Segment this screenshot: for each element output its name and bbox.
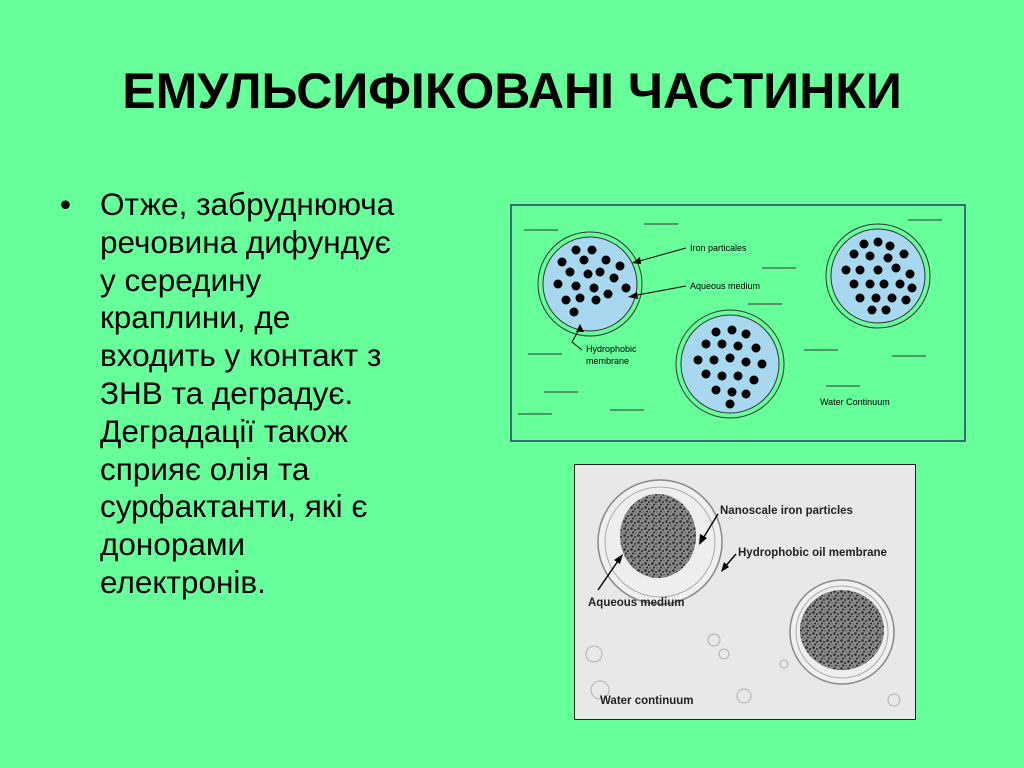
label-water-continuum: Water Continuum [820,397,890,407]
bullet-line: сурфактанти, які є [100,488,368,525]
bullet-marker: • [60,186,72,222]
label-hydrophobic: Hydrophobic [586,344,637,354]
bullet-line: сприяє олія та [100,450,310,487]
bullet-text [100,186,500,602]
bullet-line: Деградації також [100,412,348,449]
slide-title: ЕМУЛЬСИФІКОВАНІ ЧАСТИНКИ [122,63,902,119]
label-water-continuum: Water continuum [600,695,694,707]
bullet-line: речовина дифундує [100,223,391,260]
nanoscale-iron-cluster [620,494,696,578]
label-aqueous-medium: Aqueous medium [690,281,761,291]
label-nanoscale-iron: Nanoscale iron particles [720,505,853,517]
bullet-line: Отже, забруднююча [100,186,395,222]
emulsion-diagram [510,204,966,442]
micrograph-image [574,464,916,720]
bullet-line: у середину [100,261,262,298]
label-iron-particles: Iron particales [690,243,747,253]
label-aqueous-medium: Aqueous medium [588,597,685,609]
bullet-line: електронів. [100,563,266,600]
bullet-line: входить у контакт з [100,337,382,374]
label-membrane: membrane [586,356,630,366]
nanoscale-iron-cluster [800,590,884,670]
bullet-line: краплини, де [100,299,291,336]
bullet-line: ЗНВ та деградує. [100,374,354,411]
label-hydrophobic-oil: Hydrophobic oil membrane [738,547,887,559]
bullet-line: донорами [100,526,246,563]
